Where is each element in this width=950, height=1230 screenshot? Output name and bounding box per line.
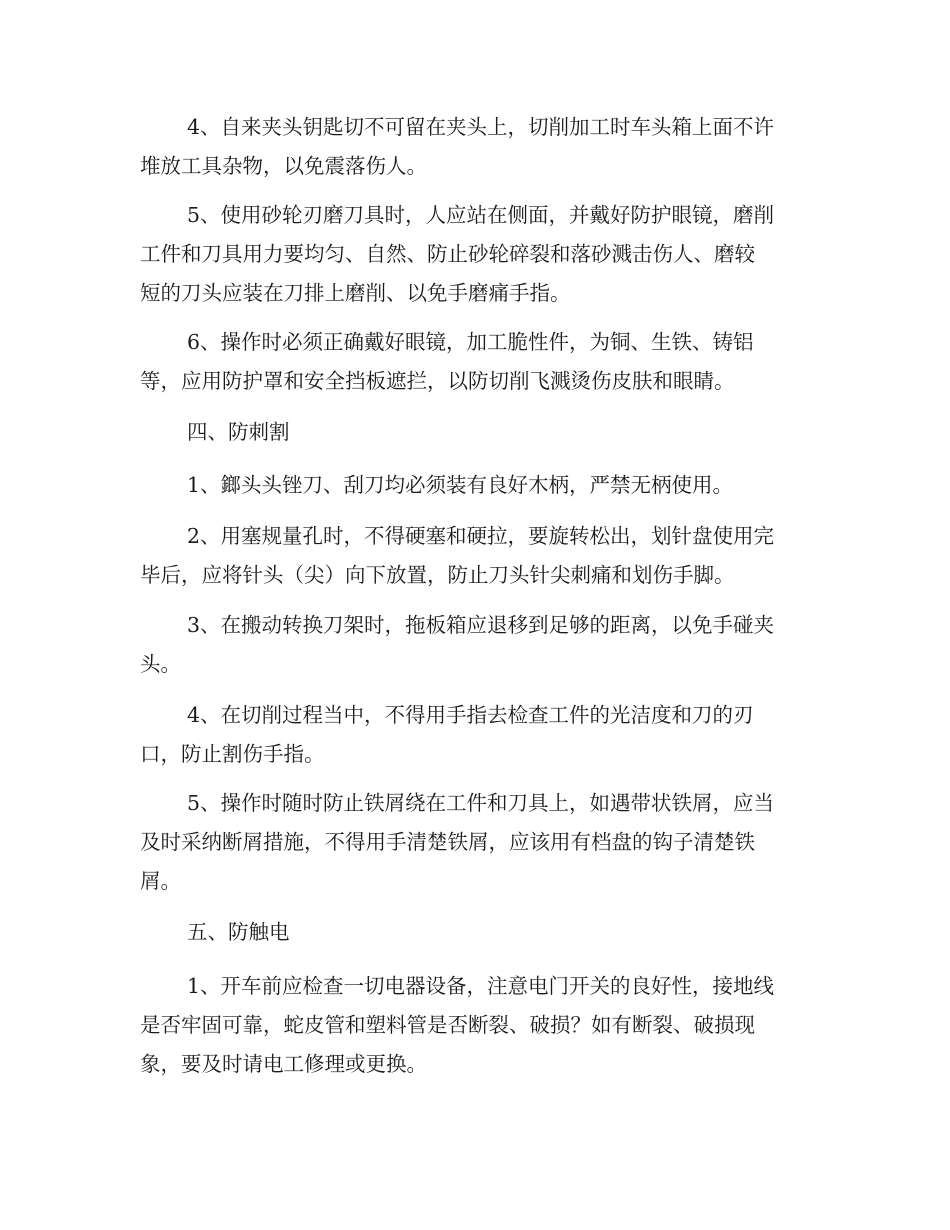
- paragraph-line: 1、鎯头头锉刀、刮刀均必须装有良好木柄，严禁无柄使用。: [187, 473, 734, 497]
- paragraph-item-1-handles: [140, 466, 812, 505]
- section-heading-cut-prevention: [140, 413, 812, 452]
- paragraph-line: 6、操作时必须正确戴好眼镜，加工脆性件，为铜、生铁、铸铝: [187, 330, 754, 354]
- paragraph-line: 象，要及时请电工修理或更换。: [140, 1052, 427, 1076]
- paragraph-item-4-chuck-key: [140, 108, 812, 186]
- paragraph-item-2-plug-gauge: [140, 517, 812, 595]
- paragraph-line: 3、在搬动转换刀架时，拖板箱应退移到足够的距离，以免手碰夹: [187, 613, 775, 637]
- paragraph-line: 5、操作时随时防止铁屑绕在工件和刀具上，如遇带状铁屑，应当: [187, 791, 775, 815]
- paragraph-line: 屑。: [140, 869, 181, 893]
- paragraph-item-5-chips: [140, 784, 812, 901]
- paragraph-line: 毕后，应将针头（尖）向下放置，防止刀头针尖刺痛和划伤手脚。: [140, 563, 735, 587]
- paragraph-line: 1、开车前应检查一切电器设备，注意电门开关的良好性，接地线: [187, 974, 775, 998]
- paragraph-item-4-finger-check: [140, 696, 812, 774]
- paragraph-item-1-electrical-check: [140, 967, 812, 1084]
- paragraph-line: 5、使用砂轮刃磨刀具时，人应站在侧面，并戴好防护眼镜，磨削: [187, 203, 775, 227]
- paragraph-line: 2、用塞规量孔时，不得硬塞和硬拉，要旋转松出，划针盘使用完: [187, 524, 775, 548]
- paragraph-line: 短的刀头应装在刀排上磨削、以免手磨痛手指。: [140, 281, 571, 305]
- paragraph-line: 是否牢固可靠，蛇皮管和塑料管是否断裂、破损？如有断裂、破损现: [140, 1013, 755, 1037]
- paragraph-item-6-goggles: [140, 323, 812, 401]
- paragraph-line: 及时采纳断屑措施，不得用手清楚铁屑，应该用有档盘的钩子清楚铁: [140, 830, 755, 854]
- paragraph-line: 堆放工具杂物，以免震落伤人。: [140, 154, 427, 178]
- paragraph-item-3-tool-post: [140, 606, 812, 684]
- paragraph-line: 4、自来夹头钥匙切不可留在夹头上，切削加工时车头箱上面不许: [187, 115, 775, 139]
- section-heading: 四、防刺割: [187, 420, 290, 444]
- paragraph-line: 等，应用防护罩和安全挡板遮拦，以防切削飞溅烫伤皮肤和眼睛。: [140, 369, 735, 393]
- section-heading: 五、防触电: [187, 920, 290, 944]
- paragraph-line: 工件和刀具用力要均匀、自然、防止砂轮碎裂和落砂溅击伤人、磨较: [140, 242, 755, 266]
- paragraph-line: 口，防止割伤手指。: [140, 742, 325, 766]
- paragraph-line: 4、在切削过程当中，不得用手指去检查工件的光洁度和刀的刃: [187, 703, 754, 727]
- paragraph-item-5-grinding: [140, 196, 812, 313]
- paragraph-line: 头。: [140, 652, 181, 676]
- section-heading-electric-shock: [140, 913, 812, 952]
